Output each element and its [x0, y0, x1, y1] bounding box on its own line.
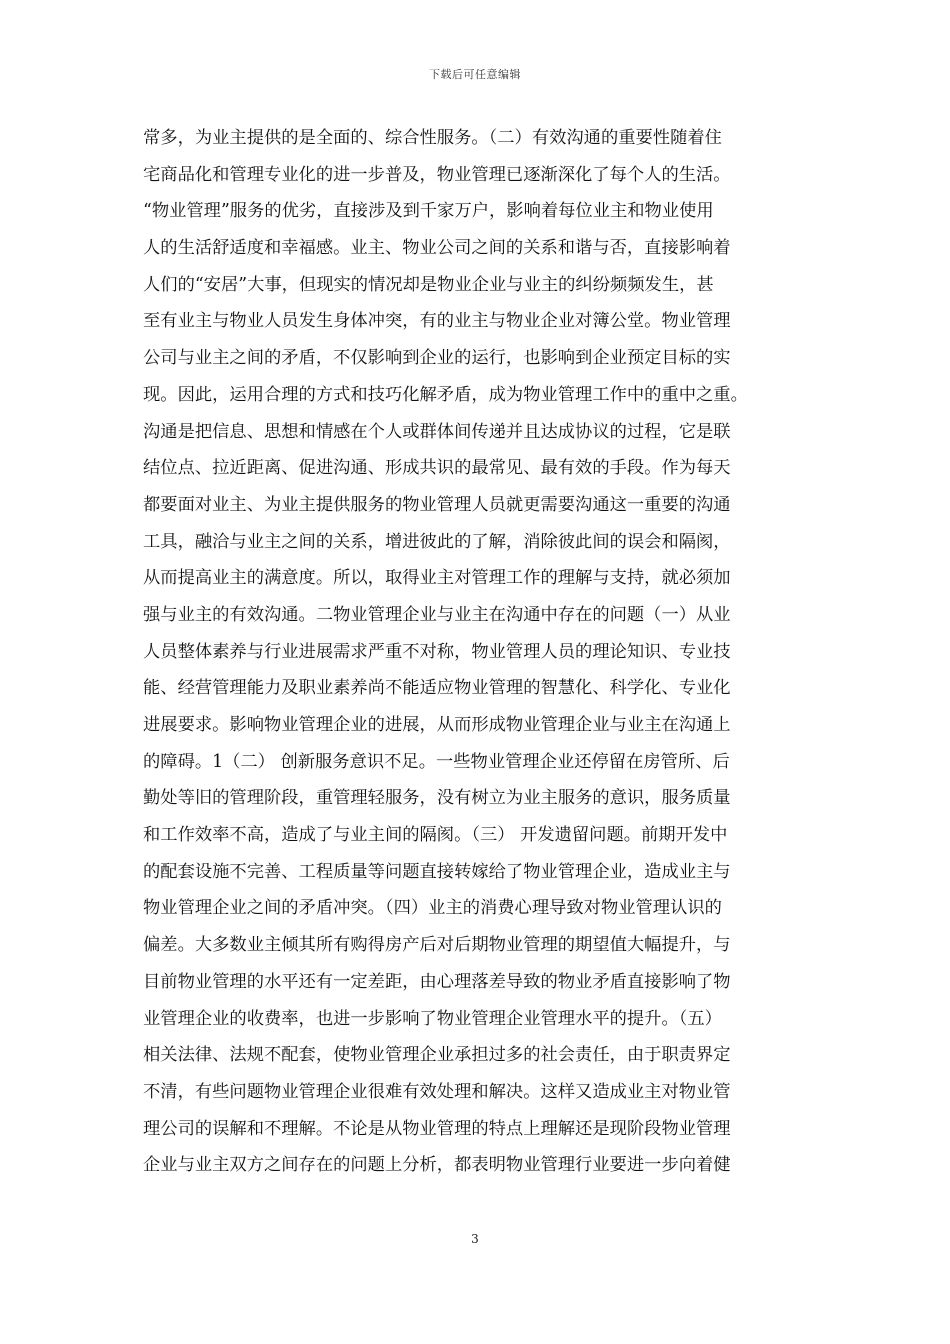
text-line: 沟通是把信息、思想和情感在个人或群体间传递并且达成协议的过程，它是联 — [143, 421, 731, 442]
text-line: 偏差。大多数业主倾其所有购得房产后对后期物业管理的期望值大幅提升，与 — [143, 935, 731, 956]
text-line: 理公司的误解和不理解。不论是从物业管理的特点上理解还是现阶段物业管理 — [143, 1118, 731, 1139]
text-line: 勤处等旧的管理阶段，重管理轻服务，没有树立为业主服务的意识，服务质量 — [143, 788, 731, 809]
text-line: 工具，融洽与业主之间的关系，增进彼此的了解，消除彼此间的误会和隔阂， — [143, 531, 731, 552]
text-line: 进展要求。影响物业管理企业的进展，从而形成物业管理企业与业主在沟通上 — [143, 715, 731, 735]
text-line: 人们的“安居”大事，但现实的情况却是物业企业与业主的纠纷频频发生，甚 — [143, 274, 714, 295]
text-line: 公司与业主之间的矛盾，不仅影响到企业的运行，也影响到企业预定目标的实 — [143, 348, 731, 369]
text-line: 强与业主的有效沟通。二物业管理企业与业主在沟通中存在的问题（一）从业 — [143, 604, 731, 625]
body-text — [143, 120, 819, 1184]
text-line: 业管理企业的收费率，也进一步影响了物业管理企业管理水平的提升。（五） — [143, 1008, 722, 1029]
text-line: 企业与业主双方之间存在的问题上分析，都表明物业管理行业要进一步向着健 — [143, 1155, 731, 1176]
text-line: 能、经营管理能力及职业素养尚不能适应物业管理的智慧化、科学化、专业化 — [143, 678, 731, 699]
text-line: 和工作效率不高，造成了与业主间的隔阂。（三） 开发遗留问题。前期开发中 — [143, 825, 728, 846]
text-line: 结位点、拉近距离、促进沟通、形成共识的最常见、最有效的手段。作为每天 — [143, 458, 731, 479]
text-line: 人的生活舒适度和幸福感。业主、物业公司之间的关系和谐与否，直接影响着 — [143, 238, 731, 259]
text-line: 目前物业管理的水平还有一定差距，由心理落差导致的物业矛盾直接影响了物 — [143, 971, 731, 992]
text-line: 的配套设施不完善、工程质量等问题直接转嫁给了物业管理企业，造成业主与 — [143, 861, 731, 882]
text-line: 宅商品化和管理专业化的进一步普及，物业管理已逐渐深化了每个人的生活。 — [143, 164, 731, 185]
page-header: 下载后可任意编辑 — [429, 68, 521, 81]
text-line: 物业管理企业之间的矛盾冲突。（四）业主的消费心理导致对物业管理认识的 — [143, 898, 722, 919]
text-line: “物业管理”服务的优劣，直接涉及到千家万户，影响着每位业主和物业使用 — [143, 201, 714, 222]
page-number: 3 — [471, 1232, 479, 1246]
text-line: 至有业主与物业人员发生身体冲突，有的业主与物业企业对簿公堂。物业管理 — [143, 311, 731, 332]
text-line: 从而提高业主的满意度。所以，取得业主对管理工作的理解与支持，就必须加 — [143, 568, 731, 589]
text-line: 的障碍。1（二） 创新服务意识不足。一些物业管理企业还停留在房管所、后 — [143, 751, 730, 772]
text-line: 不清，有些问题物业管理企业很难有效处理和解决。这样又造成业主对物业管 — [143, 1081, 731, 1102]
text-line: 人员整体素养与行业进展需求严重不对称，物业管理人员的理论知识、专业技 — [143, 641, 731, 662]
text-line: 都要面对业主、为业主提供服务的物业管理人员就更需要沟通这一重要的沟通 — [143, 494, 731, 515]
text-line: 现。因此，运用合理的方式和技巧化解矛盾，成为物业管理工作中的重中之重。 — [143, 384, 748, 405]
text-line: 相关法律、法规不配套，使物业管理企业承担过多的社会责任，由于职责界定 — [143, 1045, 731, 1066]
text-line: 常多，为业主提供的是全面的、综合性服务。（二）有效沟通的重要性随着住 — [143, 128, 722, 148]
